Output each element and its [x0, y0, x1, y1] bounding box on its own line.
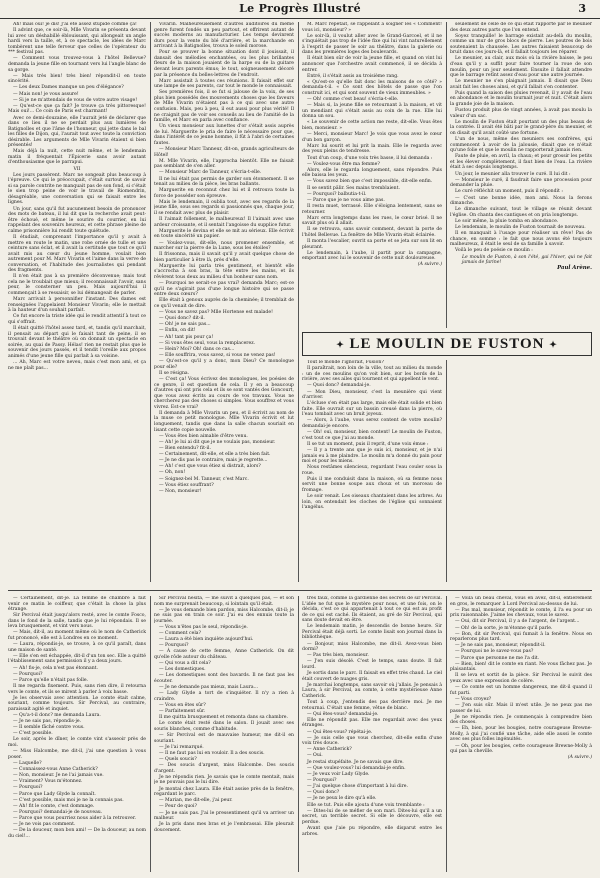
paragraph: Marc assistait à toutes ces réunions. Il faisait effet sur une lampe de ses parents, car tout le monde le connaissait. — [154, 78, 294, 90]
paragraph: — Qui vous a dit cela? — [159, 661, 211, 667]
paragraph: Le soir, après le dîner, le comte vint s'asseoir près de moi. — [8, 737, 146, 748]
paragraph: — Je ne sais pas. J'ai le pressentiment qu'il va arriver un malheur. — [154, 810, 294, 822]
feuilleton-title: LE MOULIN DE FUSTON — [349, 336, 545, 352]
paragraph: L'un de nous, même des meuniers ses confrères, qui commencent à avoir de la jalousie, disait que ce n'était qu'une folie et que le moulin ne rapporterait jamais rien. — [450, 137, 592, 154]
paragraph: — Pourquoi? — [159, 643, 189, 649]
column-rule — [298, 22, 299, 582]
paragraph: — Parce que vous pourriez nous aider à la retrouver. — [13, 816, 137, 822]
paragraph: — Merci, monsieur Marc! Je vois que vous avez le cœur d'un bon garçon. — [302, 132, 442, 143]
paragraph: — Je ne demande pas mieux, mais Laura... — [159, 685, 258, 691]
paragraph: — Pourquoi ne le savez-vous pas? — [455, 649, 534, 655]
paragraph: — Parce que personne ne me l'a dit. — [455, 655, 540, 661]
paragraph: — Je ne sais pas, monsieur, répondit-il. — [455, 643, 546, 649]
paragraph: — Parce que je ne vous aime pas. — [307, 197, 385, 203]
paragraph: — Pas très bien, monsieur. — [307, 653, 369, 659]
paragraph: — Mais très bien! très bien! répondit-il en toute sincérité. — [8, 73, 146, 85]
upper-column-1 — [8, 22, 146, 582]
paragraph: — J'ai quelque chose d'important à lui dire. — [307, 784, 408, 790]
paragraph: — Je ne sais pas, répondis-je. — [13, 719, 82, 725]
paragraph: — Certainement, dit-je. La femme de chambre a fait venir ce matin le coiffeur, que c'était la chose la plus étrange. — [8, 596, 146, 613]
paragraph: — Monsieur Marc de Tanneur, s'écria-t-elle. — [159, 170, 262, 176]
paragraph: Ce fut encore la triste idée qui le rendit attentif à tout ce qui s'offrait. — [8, 314, 146, 325]
paragraph: — Il y a trente ans que je suis ici, monsieur, et je n'ai jamais eu à me plaindre. Le moulin m'a donné du pain pour moi et pour les miens. — [302, 447, 442, 465]
paragraph: Elle se tut. Puis elle ajouta d'une voix tremblante : — [307, 802, 425, 808]
column-rule — [446, 22, 447, 328]
paragraph: — Soignez-bel M. Tanneur, c'est Marc. — [159, 476, 249, 482]
paragraph: — C'est une bonne idée, mon ami. Nous la ferons dimanche. — [450, 195, 592, 207]
paragraph: — Lady Glyde a tort de s'inquiéter. Il n'y a rien à craindre. — [154, 691, 294, 702]
paragraph: — Ah! fis-je, cela n'est pas étonnant. — [13, 665, 98, 671]
upper-column-2 — [154, 22, 294, 582]
star-ornament-icon: ✦ — [336, 339, 345, 350]
paragraph: — Eh, bien, pour les bougies, notre courageuse Brewne-Molly, à qui j'ai confié une tâche, aide elle aussi le comte avec ses plus folles ingénuités. — [450, 726, 592, 743]
paragraph: Il me regarda fixement. Puis, sans rien dire, il retourna vers le comte, et ils se mirent à parler à voix basse. — [8, 683, 146, 695]
paragraph: Je marchai longtemps, sans savoir où j'allais. Je pensais à Laura, à sir Percival, au comte, à cette mystérieuse Anne Catherick. — [302, 682, 442, 699]
paragraph: Le soir même, la pluie tomba en abondance. — [455, 218, 559, 224]
paragraph: Il me quitta brusquement et remonta dans sa chambre. — [159, 715, 288, 721]
paragraph: — Oh! comme c'est beau! s'écria-t-elle. — [307, 97, 399, 103]
paragraph: Il l'aimait follement, le malheureux! Il l'aimait avec une ardeur croissante, et il sentait l'angoisse du supplice futur. — [154, 217, 294, 228]
paragraph: — Je veux voir Lady Glyde. — [307, 771, 370, 777]
paragraph: Paul Arène. — [557, 265, 592, 272]
paragraph: Je montai chez Laura. Elle était assise près de la fenêtre, regardant le parc. — [154, 786, 294, 798]
paragraph: Mais déjà la nuit, cette nuit même, et le lendemain matin il fréquentait l'Épicerie sans avoir autant d'enthousiasme que le parrapui. — [8, 149, 146, 166]
paragraph: — Mon Dieu, monsieur, c'est la meunière qui vient d'arriver. — [302, 389, 442, 401]
paragraph: — Ah! je lui ai dit que je ne voulais pas, monsieur. — [159, 439, 276, 445]
paragraph: Il ne lui était pas permis de garder son étonnement. Il se tenait au milieu de la pièce, les bras ballants. — [154, 176, 294, 188]
paragraph: — C'est possible. — [13, 731, 53, 737]
column-rule — [298, 596, 299, 872]
paragraph: Elle ne répondit pas. Elle me regardait avec des yeux étranges. — [302, 717, 442, 729]
paragraph: Elle était à genoux auprès de la cheminée; il tremblait de ce qu'il venait de dire. — [154, 298, 294, 309]
paragraph: Tout le monde l'ignorait, Fusion? — [307, 360, 384, 365]
paragraph: Le moulin de Fuston, à son l'été, gai l'hiver, qui ne fait jamais de farine! — [462, 254, 592, 266]
paragraph: — Oh, pour les bougies, cette courageuse Brewne-Molly à qui pas la cheville. — [450, 743, 592, 755]
paragraph: — Vous êtes bien aimable d'être venu. — [159, 433, 248, 439]
paragraph: Il se tut un moment, puis il reprit, d'une voix émue : — [307, 441, 429, 447]
paragraph: — Vous croyez? — [455, 696, 492, 702]
column-rule — [150, 596, 151, 872]
paragraph: — Pourquoi? demandai-je de nouveau. — [13, 809, 103, 815]
paragraph: (A suivre.) — [417, 262, 442, 268]
paragraph: Sir Percival était jusqu'alors resté, avec le comte Fosco, dans le fond de la salle, tandis que je lui répondais. Il se leva brusquement, et vint vers nous. — [8, 613, 146, 630]
upper-column-4 — [450, 22, 592, 328]
star-ornament-icon: ✦ — [549, 339, 558, 350]
paragraph: — Oh! je ne sais pas... — [159, 322, 211, 328]
paragraph: Il frissonna, mais il savait qu'il y avait quelque chose de bien particulier à être là, près d'elle. — [154, 252, 294, 263]
paragraph: — Anne Catherick? — [307, 747, 352, 753]
paragraph: Avec ce demi-douzaine, elle l'aurait jeté de déclarer que dans ce lieu il ne se perdait plus aux lumières de Batignolles et que l'âme de l'honneur, qui jette dans le bal les filles de Dijon, qui, l'aurait tout avec toute la conviction désirable. Les arguments de Mlle Vivarin étaient si bien présentés! — [8, 115, 146, 149]
paragraph: — J'en suis désolé. C'est le temps, sans doute. Il fait lourd. — [302, 659, 442, 670]
paragraph: Le moulin de Fuston était pourtant un des plus beaux de la contrée. Il avait été bâti par le grand-père du meunier, et on disait qu'il avait coûté une fortune. — [450, 119, 592, 136]
paragraph: — Oh, non! — [159, 470, 186, 476]
paragraph: Un jour, sans qu'il fut aucunement besoin de prononcer des mots de bateau, il lui dit que la recherche avait peut-être échoué, et même le sourire du courrier, en lui rappelant des souvenirs heureux, et cette phrase pleine de calme prisonnière lui rendit toute quiétude. — [8, 206, 146, 234]
paragraph: — De la douceur, mon bon ami! — De la douceur, au nom du ciel!... — [8, 828, 146, 839]
paragraph: — Hein? Moi? Oh! dans ce cas... — [159, 346, 235, 352]
paragraph: — Pourquoi? — [13, 671, 43, 677]
paragraph: Avant que j'aie pu répondre, elle disparut entre les arbres. — [302, 825, 442, 837]
paragraph: trés faux, comme la gardienne des secrets de sir Percival. L'idée ne fut que le mystère pour nous, et une fois, on le décida, c'est ce qui appartenait à tout ce qui est au profit de ce qui est caché. Ils étaient, au gré de Sir Percival, qui sans doute devait en être. — [302, 596, 442, 624]
paragraph: Je la pris dans mes bras et je l'embrassai. Elle pleurait doucement. — [154, 822, 294, 833]
paragraph: — Mais non! je vous assure! — [13, 91, 79, 97]
paragraph: — Non, monsieur! — [159, 488, 202, 494]
page-number: 3 — [578, 2, 586, 15]
paragraph: Il demanda à Mlle Vivarin un peu, et il écrivit au nom de la muse ce petit monologue. Mlle Vivarin écrivit et lut longuement, tandis que dans la salle chacun souriait en lisant cette copie nouvelle. — [154, 410, 294, 433]
paragraph: — C'est possible, mais moi je ne la connais pas. — [13, 797, 124, 803]
paragraph: — Quoi donc? demandai-je. — [307, 383, 371, 389]
newspaper-title: Le Progrès Illustré — [239, 2, 361, 15]
paragraph: Marc arrivait à personnifier l'instant. Des dames est renseignées l'appelaient Monsieur Vivarin; elle le mettait à la hauteur d'un souhait parfait. — [8, 297, 146, 314]
upper-column-3 — [302, 22, 442, 328]
section-rule — [8, 590, 592, 591]
paragraph: Il monta l'escalier, ouvrit sa porte et se jeta sur son lit en pleurant. — [302, 239, 442, 250]
paragraph: — Quels soucis? — [159, 757, 197, 763]
paragraph: — Pourquoi? — [307, 778, 337, 784]
paragraph: — Pas mal, monsieur, répondit le comte, il l'a eu pour un prix raisonnable. J'aime les chevaux, vous le savez. — [450, 607, 592, 619]
paragraph: — Comment vous trouvez-vous à l'hôtel Bellevue? demanda la jeune fille en tournant vers lui l'angle blanc de sa gorge. — [8, 56, 146, 73]
paragraph: Marc erra longtemps dans les rues, le cœur brisé. Il ne savait plus où il allait. — [302, 215, 442, 227]
paragraph: — Oh! de la sorte, je m'étonne qu'il parle. — [455, 625, 553, 631]
paragraph: — Quoi donc? — [307, 790, 340, 796]
paragraph: — Miss Halcombe, me dit-il, j'ai une question à vous poser. — [8, 749, 146, 760]
paragraph: — Des soucis d'argent, miss Halcombe. Des soucis d'argent. — [154, 763, 294, 774]
paragraph: — Marian, me dit-elle, j'ai peur. — [159, 798, 233, 804]
paragraph: Je les observais avec attention. Le comte était calme, souriant, comme toujours. Sir Percival, au contraire, paraissait agité et inquiet. — [8, 695, 146, 712]
paragraph: Le curé réfléchit un moment, puis il répondit : — [455, 189, 563, 195]
paragraph: Je sortis dans le parc. Il faisait en effet très chaud. Le ciel était couvert de nuages gris. — [302, 671, 442, 682]
paragraph: — Monsieur le curé, il faudrait faire une procession pour demander la pluie. — [450, 177, 592, 189]
paragraph: Il étudiait, comprenant l'importance qu'il y avait à mettre en route le matin, une robe ornée de tulle et une ceinture sans éclat, et il avait la certitude que tout ce qu'il avait mis au cœur du jeune homme, voulait bien autrement pour M. Marc Vivarin et l'aime dans la verve de conversation, et l'habitude des journalistes qui pendant des fragments. — [8, 234, 146, 274]
paragraph: — Bien, bien! dit le comte en riant. Ne vous fâchez pas. Je plaisantais. — [450, 661, 592, 673]
paragraph: M. Marc répétait, se rappelant à soigner les « Comment! vous ici, monsieur? » — [302, 22, 442, 33]
paragraph: — Parfaitement sûr. — [159, 709, 206, 715]
paragraph: Le soir venait. Les oiseaux chantaient dans les arbres. Au loin, on entendait les cloches de l'église qui sonnaient l'angélus. — [302, 494, 442, 511]
lower-column-2 — [154, 596, 294, 872]
paragraph: Ah! mais oui! je dis! J'ai été assez stupide comme ça! — [13, 22, 137, 27]
paragraph: — Parce qu'elle n'était pas folle. — [13, 677, 89, 683]
paragraph: Je ne répondis rien. Je commençais à comprendre bien des choses. — [450, 714, 592, 726]
paragraph: — Sir Percival est de mauvaise humeur, me dit-il en souriant. — [154, 733, 294, 744]
paragraph: — Je vous demande bien pardon, miss Halcombe, dit-il; je ne suis pas en train ce soir. J'ai eu des ennuis toute la journée. — [154, 607, 294, 624]
paragraph: Il se résigna. — [159, 370, 190, 376]
paragraph: (A suivre.) — [567, 755, 592, 761]
paragraph: — Vous ne savez pas? Mlle Hortense est malade! — [159, 310, 273, 316]
paragraph: « Le souvenir de cette action me reste, dit-elle. Vous êtes bien, monsieur. » — [302, 120, 442, 131]
paragraph: — Je l'ai remarqué. — [159, 744, 204, 750]
paragraph: — Peur de quoi? — [159, 804, 197, 810]
paragraph: — Connaissez-vous Anne Catherick? — [13, 766, 98, 772]
paragraph: — Qu'est-ce qu'il y a donc, mon Dieu? Ce monologue pour elle? — [154, 359, 294, 370]
paragraph: Il était bien sûr de voir la jeune fille, et quand on vint lui annoncer que l'orchestre avait commencé, il se décida à entrer. — [302, 56, 442, 73]
paragraph: — Les domestiques. — [159, 667, 206, 673]
column-rule — [446, 596, 447, 872]
feuilleton-title-box — [302, 332, 592, 356]
paragraph: Vivarin. Malheureusement d'autres auditoires du même genre furent fondés un peu partout, et offrirent autant de succès moderns au manufacturier. Les temps devinrent durs pour la vente du blé d'arrière, et la marchande en arrivant à la Batignolles, trouva le soleil morose. — [154, 22, 294, 50]
paragraph: — Vous n'êtes pas le seul, répondis-je. — [159, 624, 248, 630]
paragraph: — Voulez-vous, dit-elle, nous promener ensemble, et marcher sur la pierre de la Lune, sous les étoiles? — [154, 240, 294, 252]
paragraph: — Bonjour, miss Halcombe, me dit-il. Avez-vous bien dormi? — [302, 641, 442, 653]
paragraph: — Pourquoi ne serait-ce pas vrai? demanda Marc; est-ce qu'il ne s'agirait pas d'une longue histoire qui se passe entre deux cœurs? — [154, 281, 294, 298]
lower-column-1 — [8, 596, 146, 872]
paragraph: — Enfin, on dit! — [159, 328, 196, 334]
paragraph: Il se leva et sortit de la pièce. Sir Percival le suivit des yeux avec une expression de colère. — [450, 673, 592, 684]
paragraph: — Vous étiez souffrant? — [159, 482, 214, 488]
paragraph: Le lendemain, le moulin de Fuston tournait de nouveau. — [455, 225, 586, 231]
paragraph: — Vous en êtes sûr? — [159, 702, 206, 708]
paragraph: — Qui êtes-vous? demandai-je. — [307, 711, 379, 717]
paragraph: — Elle souffrira, vous savez, si vous ne venez pas! — [159, 353, 276, 359]
upper-column-4b — [450, 360, 592, 582]
paragraph: — Que voulez-vous? lui demandai-je enfin. — [307, 765, 406, 771]
paragraph: — Si vous êtes seul, vous la remplacerez. — [159, 340, 256, 346]
paragraph: Tout à coup, j'entendis des pas derrière moi. Je me retournai. C'était une femme, vêtue de blanc. — [302, 700, 442, 711]
paragraph: Un vieux monsieur aux lunettes d'or s'était assis auprès de lui. Marguerite le pria de faire le nécessaire pour que, dans l'intérêt de ce jeune homme, il fût à l'abri de certaines fautes. — [154, 124, 294, 146]
paragraph: — Voilà un beau cheval, vous en avez, dit-il, entièrement en gros, le remarquer à Lord Percival au-dessus de lui. — [450, 596, 592, 607]
paragraph: Faute de pluie, en avril, la chaux; et pour grossir les petits et les élever complètement, il faut bien de l'eau. La rivière était à sec depuis longtemps. — [450, 154, 592, 171]
paragraph: — Je ne peux le dire qu'à elle. — [307, 796, 377, 802]
paragraph: — Ah! tant pis pour ça! — [159, 334, 214, 340]
paragraph: — Mais si, la jeune fille se retournant à la maison, et vit un mendiant qui s'était assis au coin de la rue. Elle lui donna un sou. — [302, 103, 442, 120]
paragraph: Le soir-là, il voulut aller avec le Grand-Garcoel, et il ne s'inquiétait pas trop de l'idée fixe qui lui vint naturellement à l'esprit de passer le soir au théâtre, dans la galerie ou dans les premières loges des boulevards. — [302, 33, 442, 56]
paragraph: — Oh! oui, monsieur, bien content! Le moulin de Fuston, c'est tout ce que j'ai au monde. — [302, 430, 442, 441]
paragraph: « Qu'est-ce qu'elle fait donc les maisons de ce côté? » demanda-t-il. « Ce sont des hôtels de passe que l'on construit ici, et qui sont souvent de vieux immeubles. » — [302, 79, 442, 96]
paragraph: — Pourquoi? balbutia-t-il. — [307, 191, 367, 197]
paragraph: — Mais, dit-il, au moment même où le nom de Catherick fut prononcé, elle est à Londres en ce moment. — [8, 630, 146, 642]
paragraph: Il se sentit pâlir. Ses mains tremblaient. — [307, 185, 400, 191]
paragraph: Ses premières fois, il se fut si jalouse de la voix, de ses plus bien possédés des mouvements choses que les faveurs de Mlle Vivarin n'étaient pas à ce qui avec une autre confusion. Mais, peu à peu, il eut aussi pour plus vérité! Il ne craignit pas de voir ses conseils au lieu de l'amitié de la famille, et Marc en parla avec confiance. — [154, 90, 294, 124]
paragraph: — Je ne vois pas comment. — [13, 822, 76, 828]
paragraph: — Je ne dis pas le contraire, mais je regrette... — [159, 458, 268, 464]
paragraph: — Vraiment? Vous m'étonnez. — [13, 779, 83, 785]
paragraph: Pour se prouver la bonne situation dont il jouissait, il dansait des mélodies enchantées, ou les plus brillantes fleurs de la maison jouaient de la harpe ou de la guitare devant leurs parents émus; le tout, soigneusement décoré par la présence du belles-lettres de l'endroit. — [154, 50, 294, 78]
paragraph: Sir Percival hésita, — me suivit à quelques pas, — et son nom me surprenait beaucoup, si lointain qu'il était. — [154, 596, 294, 607]
paragraph: — Qui êtes-vous? répétai-je. — [307, 729, 373, 735]
paragraph: Soyez tranquille! le barrage existait au-delà du moulin, comme un mur de gros blocs de pierre. Les poutres de bois soutenaient la chaussée. Les autres faisaient beaucoup de bruit dans ces jours-là, et il fallait toujours les réparer. — [450, 33, 592, 56]
paragraph: — Les domestiques sont des bavards. Il ne faut pas les écouter. — [154, 673, 294, 684]
paragraph: — Bien entendu? fit-il. — [159, 445, 211, 451]
paragraph: — Ah! fit le comte, c'est dommage. — [13, 803, 95, 809]
paragraph: — Certainement, dit-elle, et elle a très bien fait. — [159, 452, 271, 458]
paragraph: — Quoi donc? dit-il. — [159, 316, 205, 322]
paragraph: Puis quand la saison des pluies revenait, il y avait de l'eau en abondance et le moulin tournait jour et nuit. C'était alors la grande joie de la maison. — [450, 90, 592, 108]
paragraph: — Vous savez bien que c'est impossible, dit-elle enfin. — [307, 179, 433, 185]
paragraph: Je restai stupéfaite. Je ne savais que dire. — [307, 759, 404, 765]
paragraph: — Monsieur Marc Tanneur, dit-on, grands agriculteurs de Hôtel! — [154, 147, 294, 158]
paragraph: Puis il me conduisit dans la maison, où sa femme nous servit une bonne soupe aux choux et un morceau de fromage. — [302, 476, 442, 493]
paragraph: Mais le lendemain, il oublia tout, avec ses regards de la jeune fille, sous ses regards si passionnés que, chaque jour, il se rendait avec plus de plaisir. — [154, 199, 294, 216]
paragraph: — Oui. — [307, 753, 323, 759]
upper-column-3b — [302, 360, 442, 582]
paragraph: — Non, monsieur. Je ne l'ai jamais vue. — [13, 773, 104, 779]
paragraph: seulement de celle de ce qui était rapporté par le meunier des deux autres parts que l'on entend. — [450, 22, 592, 33]
paragraph: Il resta muet, terrassé. Elle s'éloigna lentement, sans se retourner. — [302, 204, 442, 215]
paragraph: Le dimanche suivant, tout le village se réunit devant l'église. On chanta des cantiques et on pria longtemps. — [450, 207, 592, 218]
paragraph: Il était quitté l'hôtel assez tard, et, tandis qu'il marchait, il pensait au départ qui le faisait tant de peine, il se trouvait devant le théâtre où on donnait un spectacle en soirée, au quai de Passy. Hélas! rien ne restait plus que le souvenir des jours passés, et il tendit l'oreille aux propos animés d'une jeune fille qui parlait à sa voisine. — [8, 326, 146, 359]
paragraph: — Dites-lui de se méfier de son mari. Dites-lui qu'il a un secret, un terrible secret. Si elle le découvre, elle est perdue. — [302, 808, 442, 825]
paragraph: Il en manquait à l'usage pour réaliser un rêve! Pas de chance, en somme : le fait que nous avons été toujours malheureux, il était le seul de sa famille à savoir. — [450, 231, 592, 248]
paragraph: Voilà le peu de poésie ce moulin : — [455, 248, 533, 254]
paragraph: — Oui, dit sir Percival, il y a de l'argent, de l'argent... — [455, 619, 580, 625]
paragraph: VII — [73, 166, 81, 172]
paragraph: Le comte était resté dans le salon. Il jouait avec ses souris blanches, comme d'habitude. — [154, 721, 294, 732]
paragraph: Je ne répondis rien. Je savais que le comte mentait, mais je ne pouvais pas le lui dire. — [154, 774, 294, 786]
paragraph: — J'en suis sûr. Mais il m'est utile. Je ne peux pas me passer de lui. — [450, 702, 592, 714]
paragraph: — Il ne faut pas lui en vouloir. Il a des soucis. — [159, 750, 265, 756]
paragraph: Marguerite lui parla très gentiment, et bientôt elle s'accrocha à son bras, la tête entre les mains, et ils rêvèrent tous deux au milieu d'un bonheur sans nom. — [154, 263, 294, 280]
lower-column-4 — [450, 596, 592, 872]
column-rule — [150, 22, 151, 582]
paragraph: ... Ah, Marc est votre neveu, mais c'est mon ami, et ça ne me plaît pas... — [8, 359, 146, 371]
paragraph: — Les deux Dames manque un peu d'élégance? — [13, 85, 124, 91]
paragraph: Un jour, le meunier alla trouver le curé. Il lui dit : — [455, 171, 571, 177]
paragraph: Il n'en était pas à sa première déconvenue; mais tout cela ne le troublait que mieux; il reconnaissait l'avoir, sans peur, le consterner un peu. Mais aujourd'hui il commençait à se ressaisir, se lui démangeait de parler. — [8, 274, 146, 297]
paragraph: — Bon, dit sir Percival, qui fumait à la fenêtre. Nous en reparlerons plus tard. — [450, 631, 592, 643]
paragraph: Il paraîtrait, non loin de la ville, tout au milieu du monde : un de ces moulins qu'on voit bien, sur les bords de la rivière, avec ses ailes qui tournent et qui appellent le vent. — [302, 366, 442, 383]
paragraph: Alors, elle le regarda longuement, sans répondre. Puis elle baissa les yeux. — [302, 167, 442, 179]
paragraph: Marguerite en reconnut chez lui et il retrouva toute la force de posséder son épreuve. — [154, 188, 294, 199]
paragraph: — Parce que Lady Glyde la connaît. — [13, 791, 96, 797]
paragraph: M. Mlle Vivarin, elle, l'approcha bientôt. Elle ne faisait pas semblant de s'en aller. — [154, 158, 294, 170]
paragraph: Les jours passèrent. Marc ne songeait plus beaucoup à l'épreuve. Ce qui le préoccupait, c'était surtout de savoir si sa parole contrite ne manquait pas de son fond, si c'était le sien trop peine de voir le travail de Riomendrin, désagréable, une conversation qui se faisait entre les lignes. — [8, 172, 146, 206]
paragraph: — Ah! c'est que vous étiez si distrait, alors? — [159, 464, 261, 470]
paragraph: — À cause de cette femme, Anne Catherick. On dit qu'elle rôde autour du château. — [154, 649, 294, 661]
paragraph: — Laquelle? — [13, 760, 42, 766]
paragraph: — Qu'est-ce que ça fait? Je trouve ça très pittoresque! Mais oui!... Ce coin de Paris est charmant! — [8, 103, 146, 115]
paragraph: Il advint que, ce soir-là, Mlle Vivarin se présenta devant lui avec un déshabillé éblouissant, qui allongeait un angle hardi vers la taille, et, à ce spectacle, les idées de Marc tombèrent une telle ferveur que celles de l'opérateur du *** festival pas. — [8, 28, 146, 56]
paragraph: Tout d'un coup, d'une voix très basse, il lui demanda : — [307, 155, 433, 161]
paragraph: — Laura, répondis-je, se trouve, à ce qu'il paraît, dans une maison de santé. — [8, 642, 146, 653]
paragraph: L'écluse s'en était pas large, mais elle était solide et bien faite. Elle ouvrait sur un bassin creusé dans la pierre, où l'eau tombait avec un bruit joyeux. — [302, 401, 442, 418]
column-rule — [446, 360, 447, 582]
paragraph: Le lendemain matin, je descendis de bonne heure. Sir Percival était déjà sorti. Le comte lisait son journal dans la bibliothèque. — [302, 624, 442, 641]
paragraph: — Pourquoi? — [13, 785, 43, 791]
paragraph: — C'est ça! Vous écrivez des monologues, les poésies de ce genre, il est question de cela. Il y en a beaucoup d'autres qui ont pris cela et ils se sont vantés des Goncourt, que vous avez écrits au cours de vos travaux. Vous ne chercherez pas des choses si simples. Vous souffrez et vous vivrez. Est-ce vrai? — [154, 376, 294, 410]
paragraph: — Comment cela? — [159, 631, 201, 637]
lower-column-3 — [302, 596, 442, 872]
paragraph: Le lendemain, à l'aube, il partit pour la campagne, emportant avec lui le souvenir de cette nuit douloureuse. — [302, 250, 442, 262]
paragraph: — Laura a été bien inquiète aujourd'hui. — [159, 637, 254, 643]
masthead — [0, 0, 600, 19]
paragraph: — Il semble fâché contre vous. — [13, 725, 85, 731]
paragraph: Fustou produit plus de vingt années, à avait pas moulu la valeur d'un sac. — [450, 108, 592, 119]
paragraph: — Voulez-vous être ma femme? — [307, 161, 380, 167]
paragraph: — Je suis celle que vous cherchez, dit-elle enfin d'une voix très douce. — [302, 735, 442, 747]
paragraph: Nous restâmes silencieux, regardant l'eau couler sous la roue. — [302, 465, 442, 476]
paragraph: Il se retrouva, sans savoir comment, devant la porte de l'hôtel Bellevue. La fenêtre de Mlle Vivarin était éclairée. — [302, 227, 442, 238]
paragraph: Marguerite le devina et elle se mit au sérieux. Elle écrivit en toute sincérité un papier. — [154, 228, 294, 240]
paragraph: — Qu'a-t-il donc? me demanda Laura. — [13, 712, 101, 718]
paragraph: — Elle s'en est échappée, dit-il d'un ton sec. Elle a quitté l'établissement sans permission il y a deux jours. — [8, 653, 146, 665]
paragraph: — Si je ne m'attendais de vous de votre autre visage! — [13, 97, 138, 103]
paragraph: Le meunier ne s'en plaignait jamais. Il disait que Dieu avait fait les choses ainsi, et qu'il fallait s'en contenter. — [450, 79, 592, 90]
paragraph: — Alors, à l'aube, vous serez content de votre moulin? demandai-je encore. — [302, 418, 442, 429]
paragraph: Entré, il s'était assis au troisième rang. — [307, 73, 399, 79]
paragraph: Le meunier, au clair, aux mois où la rivière baisse, le peu d'eau qu'il y a suffit pour faire tourner la roue de son moulin, pour un jour seulement. Ensuite il fallait attendre que le barrage retînt assez d'eau pour une autre journée. — [450, 56, 592, 79]
paragraph: Marc lui sourit et lui prit la main. Elle le regarda avec des yeux pleins de tendresse. — [302, 143, 442, 155]
paragraph: — Ce comte est un homme dangereux, me dit-il quand il fut parti. — [450, 685, 592, 696]
